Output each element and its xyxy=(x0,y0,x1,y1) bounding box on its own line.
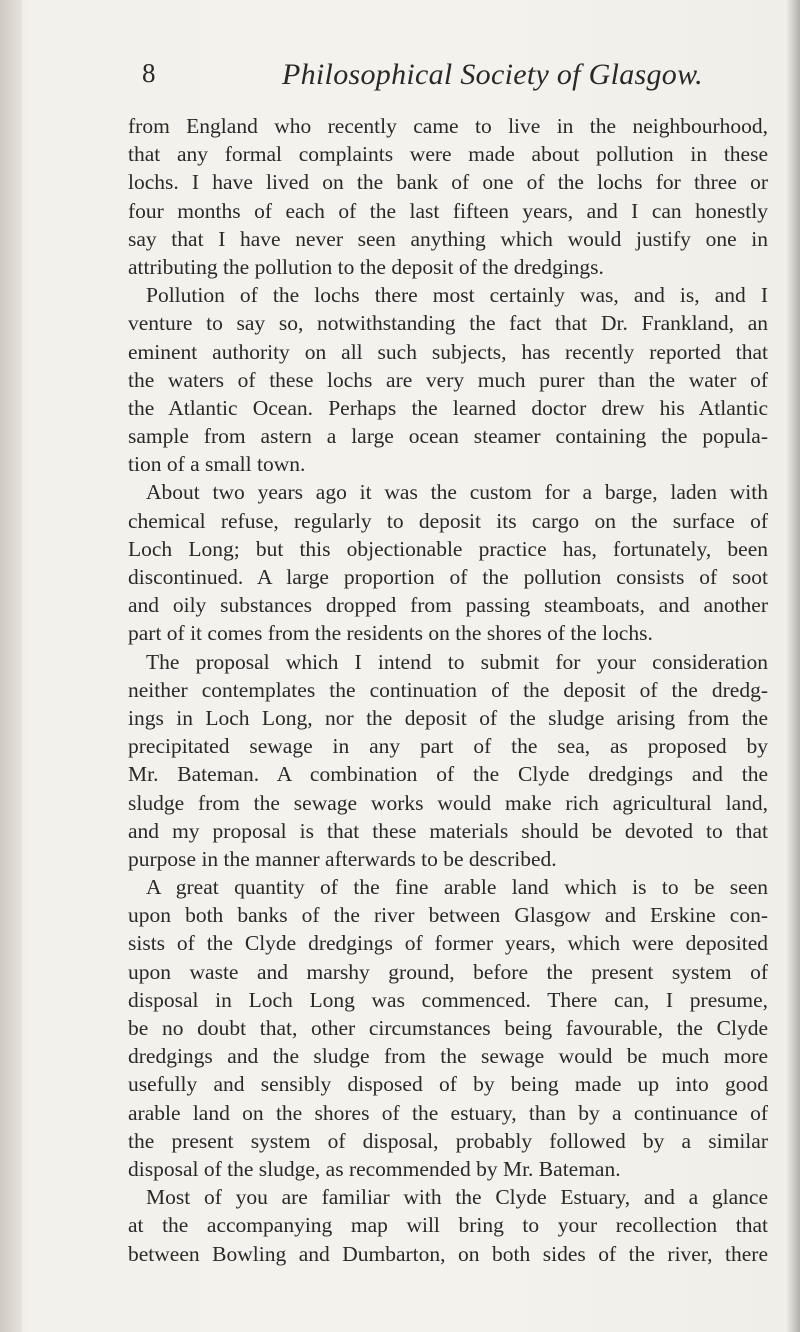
text-line: Most of you are familiar with the Clyde Estuary, and a glance xyxy=(146,1185,768,1210)
running-title: Philosophical Society of Glasgow. xyxy=(282,58,703,91)
text-line: precipitated sewage in any part of the sea, as proposed by xyxy=(128,734,768,759)
text-line: from England who recently came to live in the neighbourhood, xyxy=(128,114,768,138)
text-line: attributing the pollution to the deposit of the dredgings. xyxy=(128,254,604,279)
page-number: 8 xyxy=(142,58,156,88)
text-line: purpose in the manner afterwards to be described. xyxy=(128,846,557,871)
page-gutter xyxy=(0,0,22,1332)
text-line: eminent authority on all such subjects, has recently reported that xyxy=(128,339,768,364)
page-header xyxy=(0,58,800,98)
text-line: sludge from the sewage works would make rich agricultural land, xyxy=(128,790,768,815)
text-line: Pollution of the lochs there most certainly was, and is, and I xyxy=(146,283,768,308)
text-line: the waters of these lochs are very much purer than the water of xyxy=(128,367,768,392)
text-line: part of it comes from the residents on the shores of the lochs. xyxy=(128,621,653,646)
text-line: usefully and sensibly disposed of by being made up into good xyxy=(128,1072,768,1097)
text-line: chemical refuse, regularly to deposit its cargo on the surface of xyxy=(128,508,768,533)
text-line: upon waste and marshy ground, before the present system of xyxy=(128,959,768,984)
body-text xyxy=(128,112,768,1268)
text-line: Loch Long; but this objectionable practice has, fortunately, been xyxy=(128,536,768,561)
text-line: neither contemplates the continuation of the deposit of the dredg- xyxy=(128,677,768,702)
text-line: that any formal complaints were made about pollution in these xyxy=(128,142,768,167)
text-line: venture to say so, notwithstanding the fact that Dr. Frankland, an xyxy=(128,311,768,336)
text-line: the Atlantic Ocean. Perhaps the learned doctor drew his Atlantic xyxy=(128,395,768,420)
text-line: tion of a small town. xyxy=(128,452,306,477)
page-edge-shadow xyxy=(786,0,800,1332)
text-line: lochs. I have lived on the bank of one of the lochs for three or xyxy=(128,170,768,195)
text-line: be no doubt that, other circumstances being favourable, the Clyde xyxy=(128,1016,768,1040)
text-line: the present system of disposal, probably followed by a similar xyxy=(128,1128,768,1153)
text-line: disposal in Loch Long was commenced. There can, I presume, xyxy=(128,987,768,1012)
text-line: arable land on the shores of the estuary, than by a continuance of xyxy=(128,1100,768,1125)
text-line: and oily substances dropped from passing steamboats, and another xyxy=(128,593,768,618)
text-line: Mr. Bateman. A combination of the Clyde dredgings and the xyxy=(128,762,768,787)
text-line: between Bowling and Dumbarton, on both sides of the river, there xyxy=(128,1241,768,1266)
text-line: four months of each of the last fifteen years, and I can honestly xyxy=(128,198,768,223)
text-line: say that I have never seen anything which would justify one in xyxy=(128,226,768,251)
text-line: sample from astern a large ocean steamer containing the popula- xyxy=(128,424,768,449)
text-line: The proposal which I intend to submit for your consideration xyxy=(146,649,768,674)
text-line: and my proposal is that these materials should be devoted to that xyxy=(128,818,768,843)
text-line: disposal of the sludge, as recommended by Mr. Bateman. xyxy=(128,1156,621,1181)
text-line: dredgings and the sludge from the sewage would be much more xyxy=(128,1044,768,1069)
text-line: About two years ago it was the custom for a barge, laden with xyxy=(146,480,768,505)
text-line: upon both banks of the river between Glasgow and Erskine con- xyxy=(128,903,768,928)
text-line: ings in Loch Long, nor the deposit of the sludge arising from the xyxy=(128,705,768,730)
text-line: sists of the Clyde dredgings of former years, which were deposited xyxy=(128,931,768,956)
text-line: A great quantity of the fine arable land which is to be seen xyxy=(146,875,768,900)
text-line: discontinued. A large proportion of the pollution consists of soot xyxy=(128,565,768,589)
text-line: at the accompanying map will bring to your recollection that xyxy=(128,1213,768,1238)
